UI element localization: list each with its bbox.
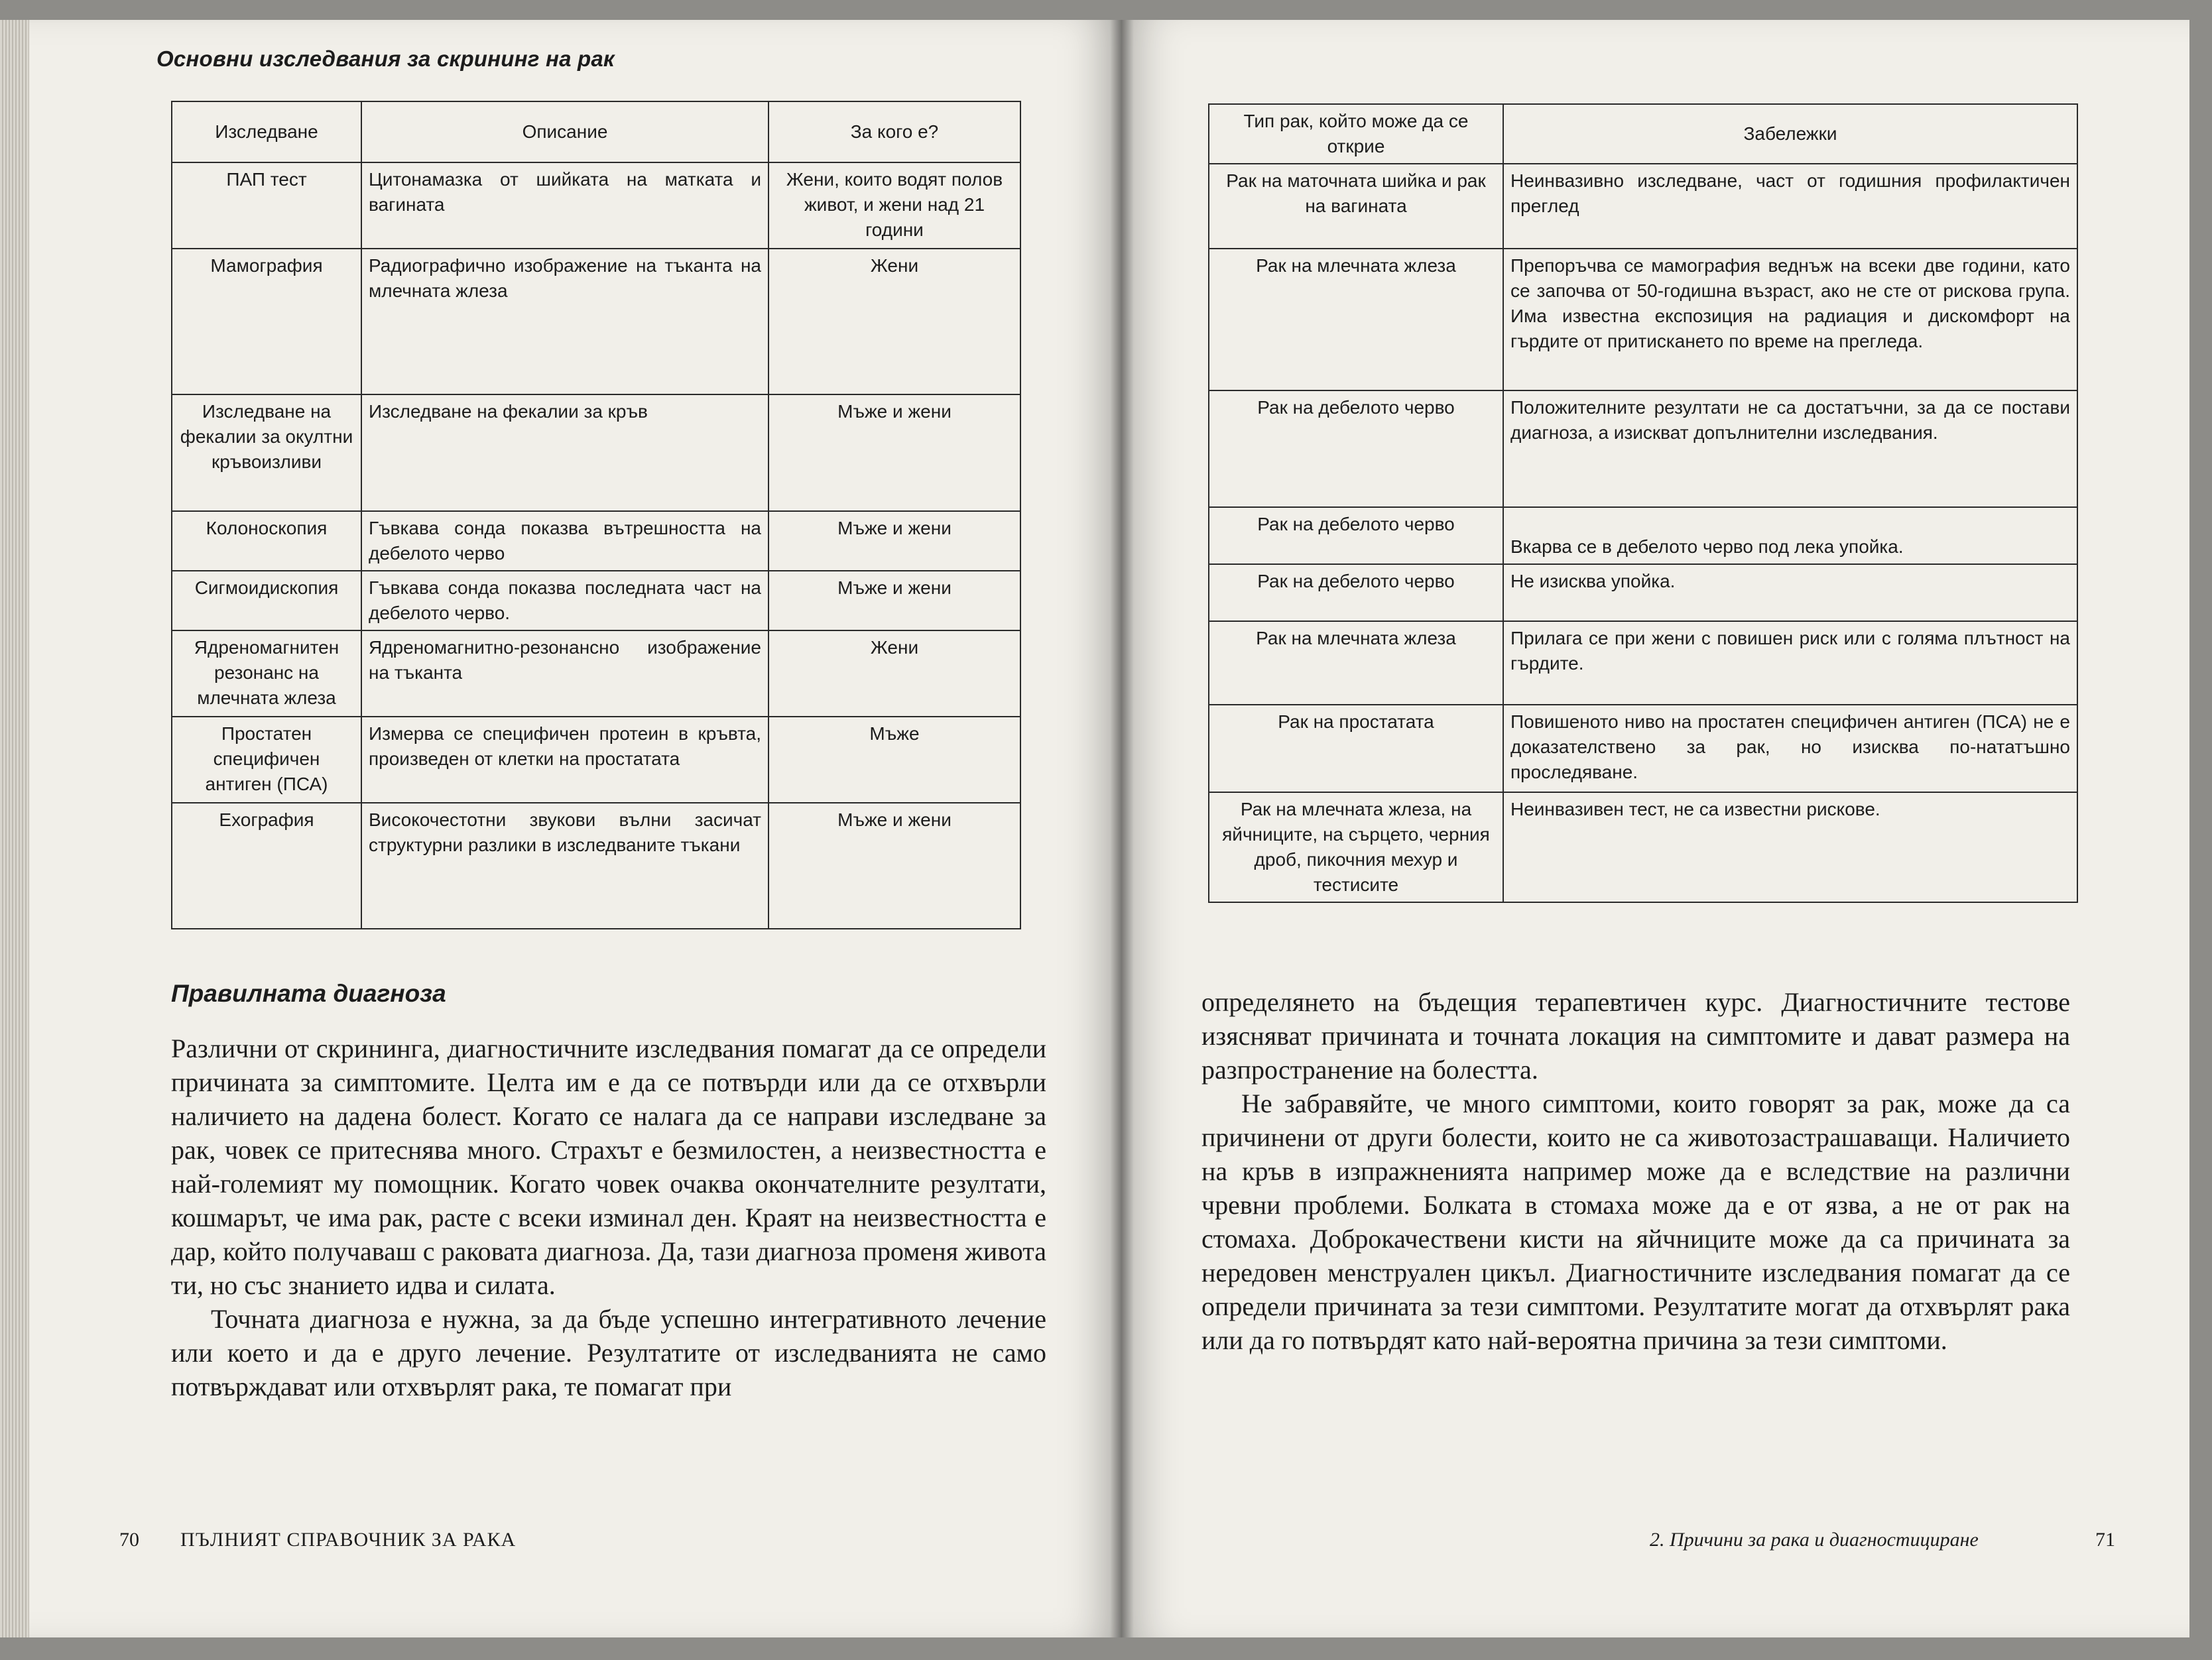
page-edges bbox=[0, 20, 29, 1637]
table-cell: Рак на маточната шийка и рак на вагината bbox=[1209, 164, 1503, 249]
running-title-right: 2. Причини за рака и диагностициране bbox=[1650, 1529, 1979, 1551]
table-header-row bbox=[172, 101, 1020, 162]
table-cell: Вкарва се в дебелото черво под лека упойка. bbox=[1503, 507, 2077, 564]
table-cell: Прилага се при жени с повишен риск или с голяма плътност на гърдите. bbox=[1503, 621, 2077, 705]
table-cell: Колоноскопия bbox=[172, 511, 361, 571]
running-title-left: ПЪЛНИЯТ СПРАВОЧНИК ЗА РАКА bbox=[180, 1529, 517, 1551]
table-cell: Рак на млечната жлеза bbox=[1209, 249, 1503, 390]
column-header: За кого е? bbox=[768, 101, 1020, 162]
column-header: Описание bbox=[361, 101, 768, 162]
table-row bbox=[1209, 507, 2077, 564]
screening-table bbox=[171, 101, 1021, 929]
table-cell: Повишеното ниво на простатен специфичен антиген (ПСА) не е доказателствено за рак, но изисква по-нататъшно проследяване. bbox=[1503, 705, 2077, 792]
column-header: Изследване bbox=[172, 101, 361, 162]
table-cell: Жени bbox=[768, 249, 1020, 394]
table-cell: Сигмоидископия bbox=[172, 571, 361, 630]
table-cell: Рак на дебелото черво bbox=[1209, 390, 1503, 507]
table-cell: Изследване на фекалии за кръв bbox=[361, 394, 768, 511]
book-spine bbox=[1110, 20, 1134, 1637]
table-row bbox=[172, 717, 1020, 803]
table-row bbox=[1209, 249, 2077, 390]
table-row bbox=[172, 630, 1020, 717]
table-cell: Ехография bbox=[172, 803, 361, 929]
paragraph: Различни от скрининга, диагностичните изследвания помагат да се определи причината за симптомите. Целта им е да се потвърди или да се отхвърли наличието на дадена болест. Когато се налага да се направи изследване за рак, човек се притеснява много. Страхът е безмилостен, а неизвестността е най-големият му помощник. Когато човек очаква окончателните резултати, кошмарът, че има рак, расте с всеки изминал ден. Краят на неизвестността е дар, който получаваш с раковата диагноза. Да, тази диагноза променя живота ти, но със знанието идва и силата. bbox=[171, 1034, 1046, 1300]
table-cell: Мъже и жени bbox=[768, 803, 1020, 929]
paragraph: определянето на бъдещия терапевтичен курс. Диагностичните тестове изясняват причината и точната локация на симптомите и дават размера на разпространение на болестта. bbox=[1201, 987, 2070, 1085]
table-cell: Рак на млечната жлеза, на яйчниците, на сърцето, черния дроб, пикочния мехур и тестисите bbox=[1209, 792, 1503, 902]
table-cell: Рак на дебелото черво bbox=[1209, 564, 1503, 621]
subheading: Правилната диагноза bbox=[171, 980, 446, 1007]
table-cell: Измерва се специфичен протеин в кръвта, произведен от клетки на простатата bbox=[361, 717, 768, 803]
left-body-text bbox=[171, 1032, 1046, 1403]
table-row bbox=[1209, 792, 2077, 902]
column-header: Тип рак, който може да се открие bbox=[1209, 104, 1503, 164]
table-cell: Гъвкава сонда показва последната част на дебелото черво. bbox=[361, 571, 768, 630]
table-cell: Рак на простатата bbox=[1209, 705, 1503, 792]
table-cell: Мамография bbox=[172, 249, 361, 394]
table-row bbox=[1209, 564, 2077, 621]
paragraph: Не забравяйте, че много симптоми, които говорят за рак, може да са причинени от други болести, които не са животозастрашаващи. Наличието на кръв в изпражненията например може да е вследствие на различни чревни проблеми. Болката в стомаха може да е от язва, а не от рак на стомаха. Доброкачествени кисти на яйчниците може да са причината за нередовен менструален цикъл. Диагностичните изследвания помагат да се определи причината за тези симптоми. Резултатите могат да отхвърлят рака или да го потвърдят като най-вероятна причина за тези симптоми. bbox=[1201, 1089, 2070, 1355]
table-cell: Простатен специфичен антиген (ПСА) bbox=[172, 717, 361, 803]
table-cell: Мъже и жени bbox=[768, 394, 1020, 511]
page-number-left: 70 bbox=[119, 1529, 139, 1551]
table-row bbox=[1209, 164, 2077, 249]
table-row bbox=[172, 803, 1020, 929]
table-cell: Ядреномагнитно-резонансно изображение на тъканта bbox=[361, 630, 768, 717]
table-cell: Неинвазивен тест, не са известни рискове. bbox=[1503, 792, 2077, 902]
table-cell: Високочестотни звукови вълни засичат структурни разлики в изследваните тъкани bbox=[361, 803, 768, 929]
table-row bbox=[1209, 705, 2077, 792]
section-title: Основни изследвания за скрининг на рак bbox=[156, 46, 615, 71]
table-row bbox=[1209, 390, 2077, 507]
table-cell: Препоръчва се мамография веднъж на всеки две години, като се започва от 50-годишна възраст, ако не сте от рискова група. Има известна експозиция на радиация и дискомфорт на гърдите от притискането по време на прегледа. bbox=[1503, 249, 2077, 390]
column-header: Забележки bbox=[1503, 104, 2077, 164]
table-row bbox=[172, 162, 1020, 249]
table-cell: Рак на дебелото черво bbox=[1209, 507, 1503, 564]
table-cell: Жени bbox=[768, 630, 1020, 717]
table-cell: Не изисква упойка. bbox=[1503, 564, 2077, 621]
page-number-right: 71 bbox=[2095, 1529, 2115, 1551]
table-cell: Мъже bbox=[768, 717, 1020, 803]
table-cell: Мъже и жени bbox=[768, 571, 1020, 630]
table-row bbox=[172, 511, 1020, 571]
table-row bbox=[1209, 621, 2077, 705]
table-header-row bbox=[1209, 104, 2077, 164]
table-cell: Цитонамазка от шийката на матката и вагината bbox=[361, 162, 768, 249]
table-cell: Мъже и жени bbox=[768, 511, 1020, 571]
table-cell: Рак на млечната жлеза bbox=[1209, 621, 1503, 705]
cancer-notes-table bbox=[1208, 103, 2078, 903]
table-cell: Гъвкава сонда показва вътрешността на дебелото черво bbox=[361, 511, 768, 571]
table-cell: Радиографично изображение на тъканта на млечната жлеза bbox=[361, 249, 768, 394]
table-cell: Ядреномагнитен резонанс на млечната жлеза bbox=[172, 630, 361, 717]
table-row bbox=[172, 249, 1020, 394]
table-cell: Изследване на фекалии за окултни кръвоизливи bbox=[172, 394, 361, 511]
paragraph: Точната диагноза е нужна, за да бъде успешно интегративното лечение или което и да е друго лечение. Резултатите от изследванията не само потвърждават или отхвърлят рака, те помагат при bbox=[171, 1304, 1046, 1401]
table-cell: Жени, които водят полов живот, и жени над 21 години bbox=[768, 162, 1020, 249]
table-cell: ПАП тест bbox=[172, 162, 361, 249]
table-cell: Положителните резултати не са достатъчни, за да се постави диагноза, а изискват допълнителни изследвания. bbox=[1503, 390, 2077, 507]
table-row bbox=[172, 394, 1020, 511]
table-row bbox=[172, 571, 1020, 630]
right-body-text bbox=[1201, 985, 2070, 1357]
table-cell: Неинвазивно изследване, част от годишния профилактичен преглед bbox=[1503, 164, 2077, 249]
